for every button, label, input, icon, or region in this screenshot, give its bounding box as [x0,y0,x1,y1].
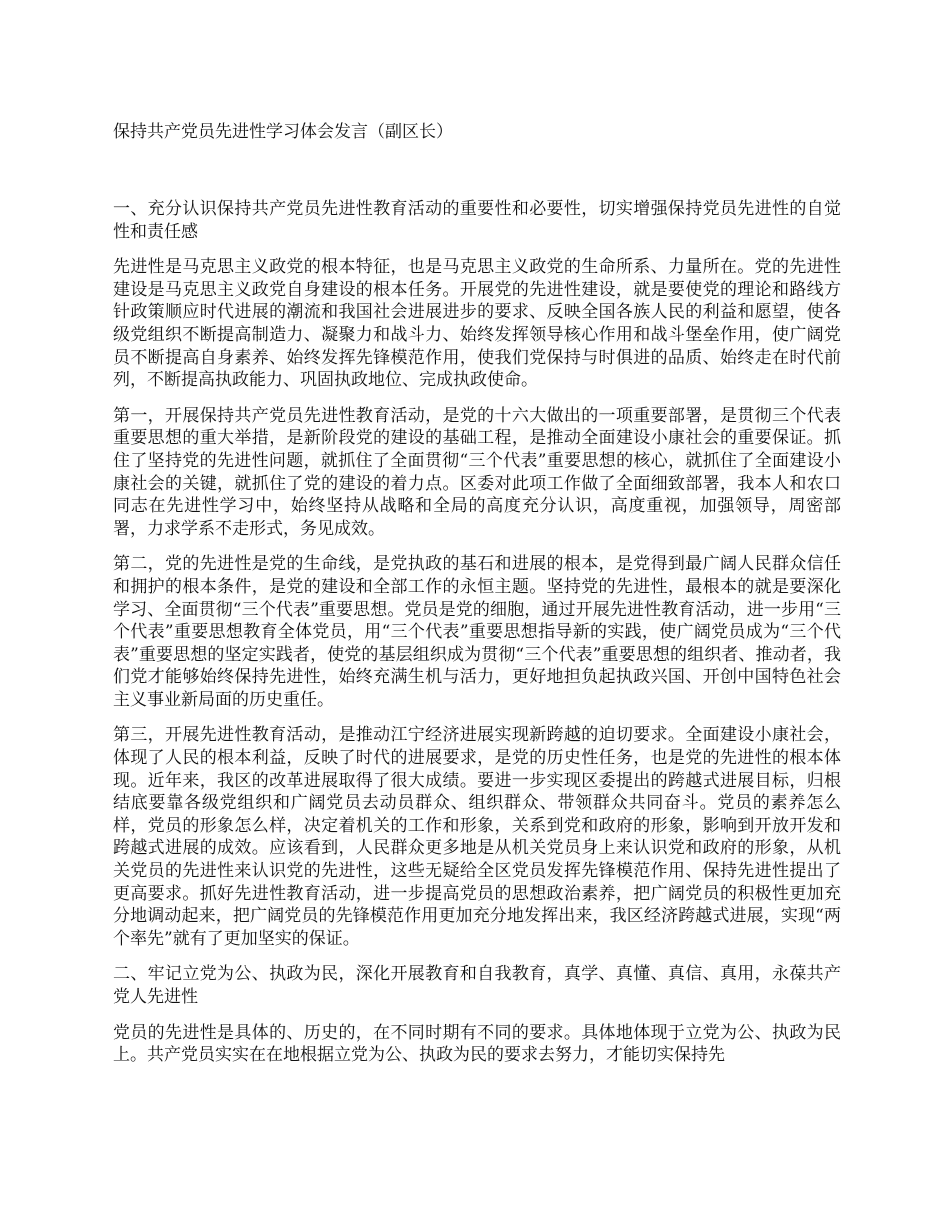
paragraph-3: 第二，党的先进性是党的生命线，是党执政的基石和进展的根本，是党得到最广阔人民群众信任和拥护的根本条件，是党的建设和全部工作的永恒主题。坚持党的先进性，最根本的就是要深化学习、全面贯彻“三个代表”重要思想。党员是党的细胞，通过开展先进性教育活动，进一步用“三个代表”重要思想教育全体党员，用“三个代表”重要思想指导新的实践，使广阔党员成为“三个代表”重要思想的坚定实践者，使党的基层组织成为贯彻“三个代表”重要思想的组织者、推动者，我们党才能够始终保持先进性，始终充满生机与活力，更好地担负起执政兴国、开创中国特色社会主义事业新局面的历史重任。 [113,554,841,710]
paragraph-4: 第三，开展先进性教育活动，是推动江宁经济进展实现新跨越的迫切要求。全面建设小康社会，体现了人民的根本利益，反映了时代的进展要求，是党的历史性任务，也是党的先进性的根本体现。近年来，我区的改革进展取得了很大成绩。要进一步实现区委提出的跨越式进展目标，归根结底要靠各级党组织和广阔党员去动员群众、组织群众、带领群众共同奋斗。党员的素养怎么样，党员的形象怎么样，决定着机关的工作和形象，关系到党和政府的形象，影响到开放开发和跨越式进展的成效。应该看到，人民群众更多地是从机关党员身上来认识党和政府的形象，从机关党员的先进性来认识党的先进性，这些无疑给全区党员发挥先锋模范作用、保持先进性提出了更高要求。抓好先进性教育活动，进一步提高党员的思想政治素养，把广阔党员的积极性更加充分地调动起来，把广阔党员的先锋模范作用更加充分地发挥出来，我区经济跨越式进展，实现“两个率先”就有了更加坚实的保证。 [113,725,841,949]
document-page [113,120,841,1080]
paragraph-2: 第一，开展保持共产党员先进性教育活动，是党的十六大做出的一项重要部署，是贯彻三个代表重要思想的重大举措，是新阶段党的建设的基础工程，是推动全面建设小康社会的重要保证。抓住了坚持党的先进性问题，就抓住了全面贯彻“三个代表”重要思想的核心，就抓住了全面建设小康社会的关键，就抓住了党的建设的着力点。区委对此项工作做了全面细致部署，我本人和农口同志在先进性学习中，始终坚持从战略和全局的高度充分认识，高度重视，加强领导，周密部署，力求学系不走形式，务见成效。 [113,405,841,539]
paragraph-1: 先进性是马克思主义政党的根本特征，也是马克思主义政党的生命所系、力量所在。党的先进性建设是马克思主义政党自身建设的根本任务。开展党的先进性建设，就是要使党的理论和路线方针政策顺应时代进展的潮流和我国社会进展进步的要求、反映全国各族人民的利益和愿望，使各级党组织不断提高制造力、凝聚力和战斗力、始终发挥领导核心作用和战斗堡垒作用，使广阔党员不断提高自身素养、始终发挥先锋模范作用，使我们党保持与时俱进的品质、始终走在时代前列，不断提高执政能力、巩固执政地位、完成执政使命。 [113,257,841,391]
section-heading-2: 二、牢记立党为公、执政为民，深化开展教育和自我教育，真学、真懂、真信、真用，永葆共产党人先进性 [113,964,841,1007]
paragraph-5: 党员的先进性是具体的、历史的，在不同时期有不同的要求。具体地体现于立党为公、执政为民上。共产党员实实在在地根据立党为公、执政为民的要求去努力，才能切实保持先 [113,1022,841,1066]
section-heading-1: 一、充分认识保持共产党员先进性教育活动的重要性和必要性，切实增强保持党员先进性的自觉性和责任感 [113,199,841,242]
document-title: 保持共产党员先进性学习体会发言（副区长） [113,122,453,142]
